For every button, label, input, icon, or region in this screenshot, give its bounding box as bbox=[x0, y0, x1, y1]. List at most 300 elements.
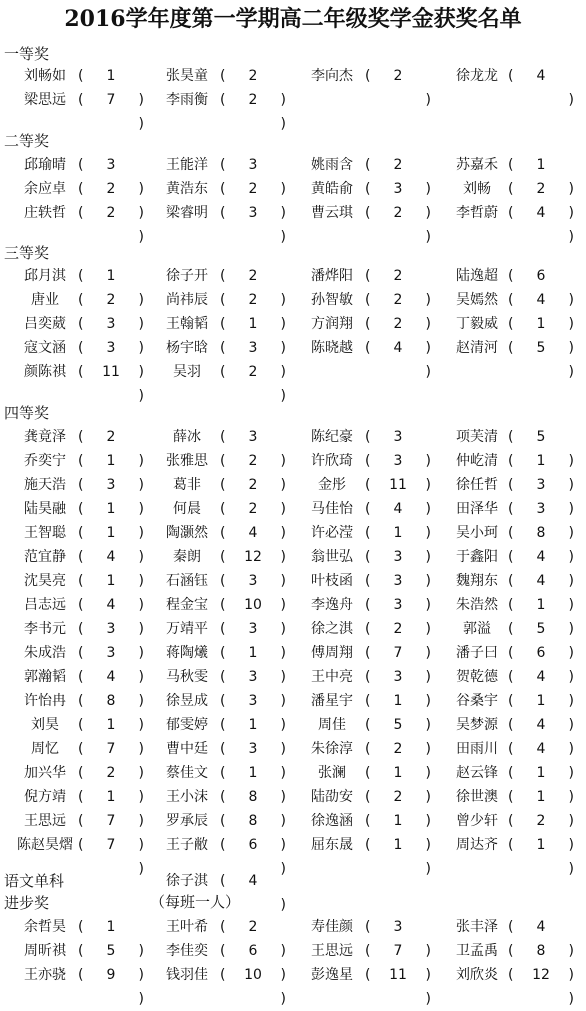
student-name: 王叶希 bbox=[166, 919, 208, 935]
close-paren: ) bbox=[568, 181, 574, 197]
class-number-value: 4 bbox=[248, 873, 258, 889]
class-number bbox=[220, 641, 286, 685]
class-number-value: 6 bbox=[248, 943, 258, 959]
close-paren: ) bbox=[138, 229, 144, 245]
open-paren: ( bbox=[220, 340, 226, 356]
open-paren: ( bbox=[78, 501, 84, 517]
open-paren: ( bbox=[78, 789, 84, 805]
student-name: 王翰韬 bbox=[166, 316, 208, 332]
class-number bbox=[78, 545, 144, 589]
class-number-value: 1 bbox=[536, 453, 546, 469]
open-paren: ( bbox=[365, 453, 371, 469]
open-paren: ( bbox=[220, 765, 226, 781]
class-number-value: 1 bbox=[106, 919, 116, 935]
student-name: 苏嘉禾 bbox=[456, 157, 498, 173]
close-paren: ) bbox=[138, 477, 144, 493]
open-paren: ( bbox=[508, 837, 514, 853]
close-paren: ) bbox=[280, 897, 286, 913]
open-paren: ( bbox=[220, 621, 226, 637]
open-paren: ( bbox=[508, 157, 514, 173]
close-paren: ) bbox=[568, 525, 574, 541]
class-number bbox=[365, 641, 431, 685]
class-number-value: 1 bbox=[248, 645, 258, 661]
student-name: 陈赵昊熠 bbox=[17, 837, 73, 853]
open-paren: ( bbox=[365, 205, 371, 221]
close-paren: ) bbox=[280, 573, 286, 589]
open-paren: ( bbox=[78, 693, 84, 709]
close-paren: ) bbox=[138, 116, 144, 132]
student-name: 贺乾德 bbox=[456, 669, 498, 685]
student-name: 王智聪 bbox=[24, 525, 66, 541]
student-name: 沈昊亮 bbox=[24, 573, 66, 589]
class-number-value: 3 bbox=[248, 205, 258, 221]
open-paren: ( bbox=[78, 741, 84, 757]
student-name: 孙智敏 bbox=[311, 292, 353, 308]
open-paren: ( bbox=[220, 92, 226, 108]
student-name: 陈纪豪 bbox=[311, 429, 353, 445]
open-paren: ( bbox=[365, 741, 371, 757]
class-number-value: 9 bbox=[106, 967, 116, 983]
open-paren: ( bbox=[365, 943, 371, 959]
class-number-value: 2 bbox=[536, 181, 546, 197]
close-paren: ) bbox=[280, 525, 286, 541]
student-name: 刘畅如 bbox=[24, 68, 66, 84]
close-paren: ) bbox=[568, 861, 574, 877]
open-paren: ( bbox=[508, 525, 514, 541]
close-paren: ) bbox=[138, 669, 144, 685]
class-number-value: 1 bbox=[536, 789, 546, 805]
class-number-value: 1 bbox=[393, 765, 403, 781]
student-name: 施天浩 bbox=[24, 477, 66, 493]
close-paren: ) bbox=[425, 340, 431, 356]
student-name: 王思远 bbox=[24, 813, 66, 829]
class-number bbox=[220, 617, 286, 661]
class-number bbox=[78, 201, 144, 245]
student-name: 乔奕宁 bbox=[24, 453, 66, 469]
class-number bbox=[365, 312, 431, 356]
class-number bbox=[78, 593, 144, 637]
open-paren: ( bbox=[365, 340, 371, 356]
class-number-value: 6 bbox=[536, 645, 546, 661]
close-paren: ) bbox=[138, 741, 144, 757]
student-name: 余应卓 bbox=[24, 181, 66, 197]
class-number bbox=[78, 473, 144, 517]
class-number-value: 2 bbox=[248, 292, 258, 308]
class-number-value: 5 bbox=[536, 621, 546, 637]
close-paren: ) bbox=[568, 340, 574, 356]
section-heading: 四等奖 bbox=[4, 404, 50, 422]
class-number-value: 2 bbox=[106, 765, 116, 781]
student-name: 赵清河 bbox=[456, 340, 498, 356]
open-paren: ( bbox=[78, 453, 84, 469]
close-paren: ) bbox=[425, 813, 431, 829]
close-paren: ) bbox=[280, 388, 286, 404]
open-paren: ( bbox=[365, 549, 371, 565]
class-number bbox=[220, 809, 286, 853]
class-number-value: 3 bbox=[248, 621, 258, 637]
class-number-value: 11 bbox=[102, 364, 120, 380]
open-paren: ( bbox=[220, 573, 226, 589]
class-number bbox=[508, 593, 574, 637]
class-number-value: 3 bbox=[248, 573, 258, 589]
close-paren: ) bbox=[425, 669, 431, 685]
student-name: 吕志远 bbox=[24, 597, 66, 613]
close-paren: ) bbox=[425, 453, 431, 469]
student-name: 屈东晟 bbox=[311, 837, 353, 853]
class-number bbox=[508, 64, 574, 108]
student-name: 庄轶哲 bbox=[24, 205, 66, 221]
class-number bbox=[365, 689, 431, 733]
class-number bbox=[78, 785, 144, 829]
student-name: 陈晓越 bbox=[311, 340, 353, 356]
class-number-value: 3 bbox=[536, 501, 546, 517]
class-number-value: 1 bbox=[106, 789, 116, 805]
student-name: 田泽华 bbox=[456, 501, 498, 517]
open-paren: ( bbox=[78, 967, 84, 983]
close-paren: ) bbox=[280, 645, 286, 661]
close-paren: ) bbox=[568, 765, 574, 781]
open-paren: ( bbox=[220, 789, 226, 805]
class-number-value: 1 bbox=[106, 525, 116, 541]
class-number-value: 4 bbox=[106, 549, 116, 565]
class-number bbox=[508, 737, 574, 781]
class-number-value: 4 bbox=[536, 68, 546, 84]
student-name: 赵云锋 bbox=[456, 765, 498, 781]
open-paren: ( bbox=[220, 429, 226, 445]
student-name: 陆逸超 bbox=[456, 268, 498, 284]
class-number bbox=[78, 737, 144, 781]
class-number bbox=[220, 201, 286, 245]
open-paren: ( bbox=[220, 693, 226, 709]
class-number-value: 1 bbox=[536, 597, 546, 613]
student-name: 徐龙龙 bbox=[456, 68, 498, 84]
close-paren: ) bbox=[138, 364, 144, 380]
class-number bbox=[78, 617, 144, 661]
student-name: 仲屹清 bbox=[456, 453, 498, 469]
student-name: 徐子淇 bbox=[166, 873, 208, 889]
class-number-value: 2 bbox=[248, 477, 258, 493]
close-paren: ) bbox=[138, 205, 144, 221]
class-number bbox=[365, 264, 431, 308]
close-paren: ) bbox=[425, 205, 431, 221]
class-number bbox=[78, 963, 144, 1007]
open-paren: ( bbox=[365, 597, 371, 613]
student-name: 倪方靖 bbox=[24, 789, 66, 805]
class-number bbox=[508, 785, 574, 829]
open-paren: ( bbox=[220, 741, 226, 757]
student-name: 李向杰 bbox=[311, 68, 353, 84]
student-name: 项芙清 bbox=[456, 429, 498, 445]
class-number bbox=[220, 264, 286, 308]
open-paren: ( bbox=[220, 525, 226, 541]
class-number bbox=[365, 963, 431, 1007]
class-number bbox=[365, 665, 431, 709]
class-number bbox=[508, 641, 574, 685]
class-number-value: 4 bbox=[536, 919, 546, 935]
close-paren: ) bbox=[138, 573, 144, 589]
open-paren: ( bbox=[220, 268, 226, 284]
close-paren: ) bbox=[568, 364, 574, 380]
class-number bbox=[508, 665, 574, 709]
class-number bbox=[220, 153, 286, 197]
class-number bbox=[365, 336, 431, 380]
close-paren: ) bbox=[280, 693, 286, 709]
award-row bbox=[0, 201, 586, 245]
close-paren: ) bbox=[138, 693, 144, 709]
student-name: 罗承辰 bbox=[166, 813, 208, 829]
class-number bbox=[508, 963, 574, 1007]
student-name: 黄浩东 bbox=[166, 181, 208, 197]
class-number bbox=[508, 153, 574, 197]
student-name: 张丰泽 bbox=[456, 919, 498, 935]
close-paren: ) bbox=[138, 717, 144, 733]
open-paren: ( bbox=[365, 967, 371, 983]
student-name: 徐子开 bbox=[166, 268, 208, 284]
class-number bbox=[220, 665, 286, 709]
class-number-value: 10 bbox=[244, 597, 262, 613]
student-name: 于鑫阳 bbox=[456, 549, 498, 565]
close-paren: ) bbox=[568, 741, 574, 757]
open-paren: ( bbox=[508, 453, 514, 469]
close-paren: ) bbox=[280, 292, 286, 308]
class-number-value: 3 bbox=[106, 157, 116, 173]
class-number-value: 1 bbox=[536, 765, 546, 781]
class-number-value: 4 bbox=[536, 205, 546, 221]
student-name: 钱羽佳 bbox=[166, 967, 208, 983]
class-number bbox=[508, 689, 574, 733]
close-paren: ) bbox=[280, 991, 286, 1007]
close-paren: ) bbox=[568, 813, 574, 829]
class-number bbox=[78, 833, 144, 877]
class-number bbox=[365, 425, 431, 469]
class-number bbox=[365, 497, 431, 541]
open-paren: ( bbox=[508, 340, 514, 356]
student-name: 潘烨阳 bbox=[311, 268, 353, 284]
class-number-value: 3 bbox=[248, 429, 258, 445]
open-paren: ( bbox=[508, 205, 514, 221]
open-paren: ( bbox=[508, 597, 514, 613]
student-name: 田雨川 bbox=[456, 741, 498, 757]
class-number-value: 1 bbox=[248, 717, 258, 733]
class-number-value: 2 bbox=[106, 205, 116, 221]
open-paren: ( bbox=[78, 813, 84, 829]
class-number-value: 2 bbox=[393, 789, 403, 805]
close-paren: ) bbox=[280, 717, 286, 733]
open-paren: ( bbox=[220, 813, 226, 829]
close-paren: ) bbox=[425, 717, 431, 733]
close-paren: ) bbox=[425, 181, 431, 197]
open-paren: ( bbox=[508, 68, 514, 84]
class-number bbox=[220, 785, 286, 829]
close-paren: ) bbox=[280, 669, 286, 685]
open-paren: ( bbox=[78, 92, 84, 108]
close-paren: ) bbox=[280, 453, 286, 469]
class-number-value: 2 bbox=[393, 205, 403, 221]
student-name: 李逸舟 bbox=[311, 597, 353, 613]
close-paren: ) bbox=[568, 967, 574, 983]
close-paren: ) bbox=[138, 292, 144, 308]
class-number-value: 2 bbox=[248, 68, 258, 84]
class-number-value: 1 bbox=[106, 573, 116, 589]
open-paren: ( bbox=[78, 669, 84, 685]
close-paren: ) bbox=[425, 645, 431, 661]
close-paren: ) bbox=[280, 316, 286, 332]
open-paren: ( bbox=[365, 919, 371, 935]
student-name: 石涵钰 bbox=[166, 573, 208, 589]
close-paren: ) bbox=[280, 741, 286, 757]
close-paren: ) bbox=[568, 292, 574, 308]
class-number bbox=[508, 312, 574, 356]
class-number bbox=[78, 569, 144, 613]
class-number-value: 2 bbox=[248, 181, 258, 197]
student-name: 万靖平 bbox=[166, 621, 208, 637]
close-paren: ) bbox=[425, 573, 431, 589]
class-number-value: 3 bbox=[106, 316, 116, 332]
class-number-value: 2 bbox=[393, 292, 403, 308]
class-number-value: 4 bbox=[106, 669, 116, 685]
close-paren: ) bbox=[138, 453, 144, 469]
class-number-value: 3 bbox=[393, 181, 403, 197]
open-paren: ( bbox=[365, 765, 371, 781]
student-name: 张澜 bbox=[318, 765, 346, 781]
student-name: 寇文涵 bbox=[24, 340, 66, 356]
close-paren: ) bbox=[425, 765, 431, 781]
section-heading: 进步奖 bbox=[4, 894, 50, 912]
close-paren: ) bbox=[568, 453, 574, 469]
class-number-value: 1 bbox=[393, 525, 403, 541]
open-paren: ( bbox=[508, 573, 514, 589]
class-number-value: 3 bbox=[393, 429, 403, 445]
class-number-value: 1 bbox=[393, 693, 403, 709]
open-paren: ( bbox=[220, 364, 226, 380]
class-number bbox=[365, 761, 431, 805]
class-number bbox=[365, 915, 431, 959]
open-paren: ( bbox=[220, 645, 226, 661]
student-name: 谷桑宇 bbox=[456, 693, 498, 709]
student-name: 周达齐 bbox=[456, 837, 498, 853]
open-paren: ( bbox=[508, 429, 514, 445]
open-paren: ( bbox=[365, 717, 371, 733]
close-paren: ) bbox=[568, 991, 574, 1007]
student-name: 龚竟泽 bbox=[24, 429, 66, 445]
close-paren: ) bbox=[568, 693, 574, 709]
open-paren: ( bbox=[365, 525, 371, 541]
close-paren: ) bbox=[568, 477, 574, 493]
class-number-value: 1 bbox=[106, 68, 116, 84]
open-paren: ( bbox=[365, 157, 371, 173]
section-heading: 一等奖 bbox=[4, 45, 50, 63]
open-paren: ( bbox=[508, 765, 514, 781]
open-paren: ( bbox=[365, 837, 371, 853]
student-name: 叶枝函 bbox=[311, 573, 353, 589]
student-name: 曾少轩 bbox=[456, 813, 498, 829]
open-paren: ( bbox=[78, 68, 84, 84]
class-number-value: 5 bbox=[106, 943, 116, 959]
open-paren: ( bbox=[78, 549, 84, 565]
open-paren: ( bbox=[220, 68, 226, 84]
open-paren: ( bbox=[78, 477, 84, 493]
close-paren: ) bbox=[568, 573, 574, 589]
class-number-value: 2 bbox=[248, 501, 258, 517]
class-number bbox=[78, 425, 144, 469]
class-number-value: 1 bbox=[106, 268, 116, 284]
class-number-value: 3 bbox=[106, 645, 116, 661]
close-paren: ) bbox=[425, 597, 431, 613]
open-paren: ( bbox=[508, 943, 514, 959]
class-number bbox=[365, 809, 431, 853]
class-number bbox=[365, 593, 431, 637]
student-name: 蒋陶爔 bbox=[166, 645, 208, 661]
student-name: 范宜静 bbox=[24, 549, 66, 565]
close-paren: ) bbox=[568, 501, 574, 517]
open-paren: ( bbox=[220, 873, 226, 889]
class-number-value: 6 bbox=[248, 837, 258, 853]
close-paren: ) bbox=[280, 364, 286, 380]
class-number bbox=[508, 336, 574, 380]
close-paren: ) bbox=[568, 92, 574, 108]
student-name: 周忆 bbox=[31, 741, 59, 757]
open-paren: ( bbox=[78, 525, 84, 541]
class-number-value: 7 bbox=[393, 645, 403, 661]
open-paren: ( bbox=[78, 429, 84, 445]
class-number bbox=[78, 88, 144, 132]
close-paren: ) bbox=[138, 549, 144, 565]
open-paren: ( bbox=[508, 477, 514, 493]
class-number bbox=[508, 809, 574, 853]
class-number-value: 1 bbox=[106, 717, 116, 733]
open-paren: ( bbox=[508, 645, 514, 661]
class-number-value: 1 bbox=[393, 813, 403, 829]
close-paren: ) bbox=[568, 316, 574, 332]
close-paren: ) bbox=[425, 364, 431, 380]
class-number bbox=[365, 473, 431, 517]
student-name: 徐逸涵 bbox=[311, 813, 353, 829]
class-number-value: 6 bbox=[536, 268, 546, 284]
close-paren: ) bbox=[425, 477, 431, 493]
open-paren: ( bbox=[365, 669, 371, 685]
student-name: 郭瀚韬 bbox=[24, 669, 66, 685]
class-number-value: 7 bbox=[106, 837, 116, 853]
open-paren: ( bbox=[78, 919, 84, 935]
student-name: 徐任哲 bbox=[456, 477, 498, 493]
student-name: 吴嫣然 bbox=[456, 292, 498, 308]
class-number-value: 1 bbox=[536, 837, 546, 853]
open-paren: ( bbox=[78, 292, 84, 308]
class-number-value: 3 bbox=[393, 669, 403, 685]
class-number-value: 1 bbox=[106, 501, 116, 517]
class-number bbox=[78, 641, 144, 685]
open-paren: ( bbox=[220, 477, 226, 493]
class-number bbox=[365, 288, 431, 332]
student-name: 曹中廷 bbox=[166, 741, 208, 757]
close-paren: ) bbox=[138, 181, 144, 197]
open-paren: ( bbox=[78, 268, 84, 284]
open-paren: ( bbox=[78, 340, 84, 356]
close-paren: ) bbox=[138, 525, 144, 541]
class-number bbox=[220, 689, 286, 733]
student-name: 邱瑜晴 bbox=[24, 157, 66, 173]
student-name: 王能洋 bbox=[166, 157, 208, 173]
student-name: 徐昱成 bbox=[166, 693, 208, 709]
class-number bbox=[365, 177, 431, 221]
class-number bbox=[365, 617, 431, 661]
class-number-value: 12 bbox=[244, 549, 262, 565]
class-number-value: 5 bbox=[536, 340, 546, 356]
class-number-value: 10 bbox=[244, 967, 262, 983]
student-name: 李雨衡 bbox=[166, 92, 208, 108]
close-paren: ) bbox=[568, 717, 574, 733]
student-name: 朱浩然 bbox=[456, 597, 498, 613]
